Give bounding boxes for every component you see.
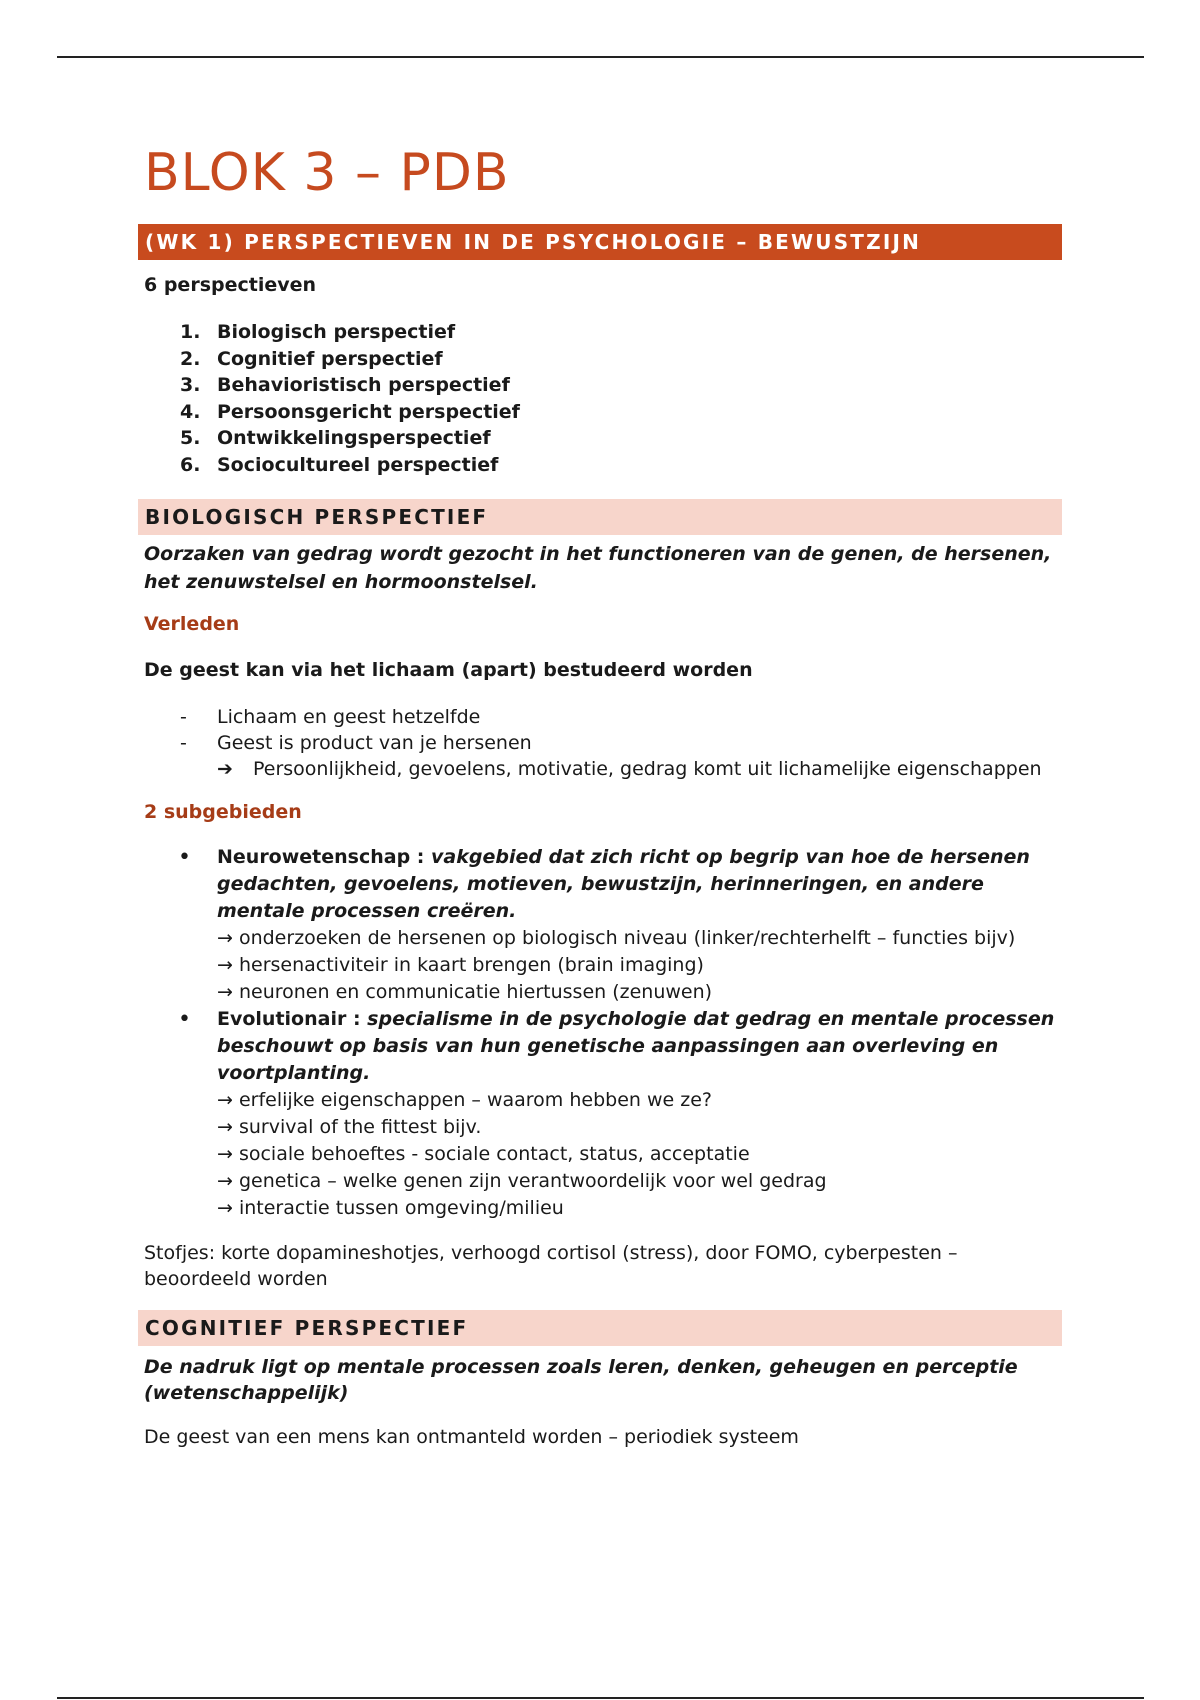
list-item: 2. Cognitief perspectief	[180, 347, 443, 370]
subfield-definition: specialisme in de psychologie dat gedrag en mentale processen beschouwt op basis van hun genetische aanpassingen aan overleving en voortplanting.	[217, 1008, 1055, 1084]
perspectives-list	[138, 319, 1062, 478]
bullet-icon: •	[178, 1007, 191, 1032]
intro-label: 6 perspectieven	[144, 274, 317, 296]
subfield-name: Neurowetenschap :	[217, 846, 432, 868]
list-item	[138, 844, 1062, 1006]
document-title: BLOK 3 – PDB	[144, 143, 510, 203]
list-item	[138, 1006, 1062, 1222]
subfields-list	[138, 844, 1062, 1222]
substances-note: Stofjes: korte dopamineshotjes, verhoogd cortisol (stress), door FOMO, cyberpesten – beoordeeld worden	[144, 1242, 958, 1290]
subfields-label: 2 subgebieden	[144, 801, 302, 823]
list-item: 6. Sociocultureel perspectief	[180, 453, 499, 476]
header-rule	[57, 56, 1144, 58]
bio-definition: Oorzaken van gedrag wordt gezocht in het functioneren van de genen, de hersenen, het zenuwstelsel en hormoonstelsel.	[144, 543, 1052, 593]
arrow-icon: ➔	[217, 758, 233, 780]
cog-heading: COGNITIEF PERSPECTIEF	[138, 1310, 1062, 1346]
bullet-icon: •	[178, 845, 191, 870]
subfield-name: Evolutionair :	[217, 1008, 368, 1030]
past-label: Verleden	[144, 613, 240, 635]
list-item: 3. Behavioristisch perspectief	[180, 374, 510, 396]
list-item: 4. Persoonsgericht perspectief	[180, 400, 520, 423]
arrow-note: ➔ Persoonlijkheid, gevoelens, motivatie, gedrag komt uit lichamelijke eigenschappen	[138, 756, 1062, 783]
subfield-definition: vakgebied dat zich richt op begrip van hoe de hersenen gedachten, gevoelens, motieven, bewustzijn, herinneringen, en andere mentale processen creëren.	[217, 846, 1030, 922]
past-statement: De geest kan via het lichaam (apart) bestudeerd worden	[144, 659, 753, 681]
subfield-note: → genetica – welke genen zijn verantwoordelijk voor wel gedrag	[217, 1170, 827, 1192]
subfield-note: → onderzoeken de hersenen op biologisch niveau (linker/rechterhelft – functies bijv)	[217, 927, 1016, 949]
week-heading: (WK 1) PERSPECTIEVEN IN DE PSYCHOLOGIE – BEWUSTZIJN	[138, 224, 1062, 260]
bio-heading: BIOLOGISCH PERSPECTIEF	[138, 499, 1062, 535]
list-item: - Lichaam en geest hetzelfde	[180, 706, 481, 728]
list-item: 5. Ontwikkelingsperspectief	[180, 427, 491, 449]
subfield-note: → neuronen en communicatie hiertussen (zenuwen)	[217, 981, 713, 1003]
subfield-note: → interactie tussen omgeving/milieu	[217, 1197, 564, 1219]
list-item: 1. Biologisch perspectief	[180, 321, 456, 343]
past-dash-list	[138, 704, 1062, 756]
document-body	[138, 130, 1062, 1451]
subfield-note: → erfelijke eigenschappen – waarom hebben we ze?	[217, 1089, 712, 1111]
subfield-note: → survival of the fittest bijv.	[217, 1116, 482, 1138]
cog-statement: De geest van een mens kan ontmanteld worden – periodiek systeem	[144, 1426, 799, 1448]
subfield-note: → hersenactiviteir in kaart brengen (brain imaging)	[217, 954, 704, 976]
list-item: - Geest is product van je hersenen	[180, 732, 532, 754]
footer-rule	[57, 1697, 1144, 1699]
subfield-note: → sociale behoeftes - sociale contact, status, acceptatie	[217, 1143, 750, 1165]
cog-definition: De nadruk ligt op mentale processen zoals leren, denken, geheugen en perceptie (wetenschappelijk)	[144, 1356, 1018, 1404]
